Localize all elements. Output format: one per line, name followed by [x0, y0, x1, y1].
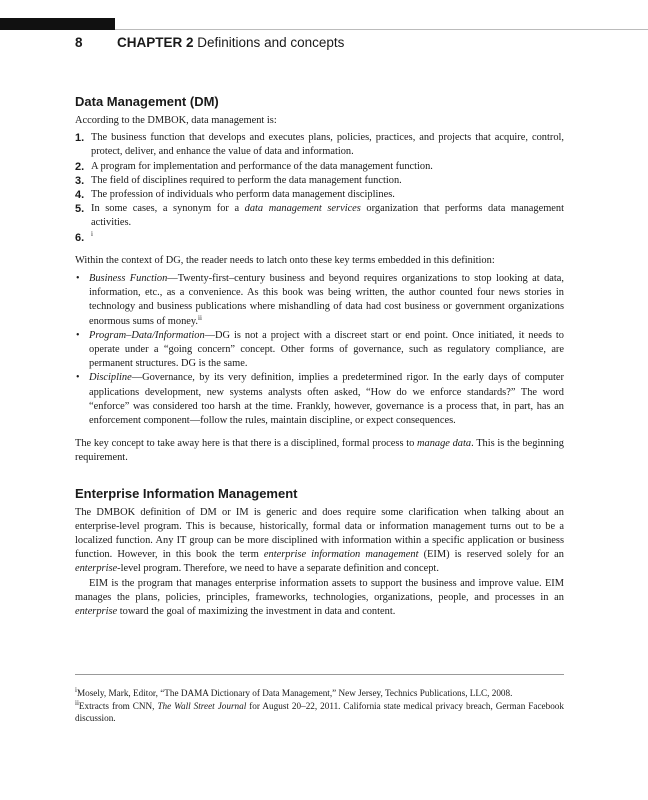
- text-run: The DMBOK definition of DM or IM is generic and does require some clarification when talking about an enterprise-level program. This is because, historically, formal data or information management turns out to be a localized function. Any IT group can be more disciplined with information within a specific application or business function. However, in this book the term: [75, 506, 564, 561]
- section-title-data-management: Data Management (DM): [75, 94, 219, 109]
- footnote-ref: i: [91, 229, 93, 238]
- chapter-title: Definitions and concepts: [197, 35, 345, 50]
- list-text: The business function that develops and executes plans, policies, practices, and projects that acquire, control, protect, deliver, and enhance the value of data and information.: [91, 132, 564, 158]
- dm-intro: According to the DMBOK, data management is:: [75, 115, 277, 126]
- page-body: [75, 94, 564, 619]
- footnote-text: for August 20–22, 2011. California state medical privacy breach, German Facebook discussion.: [75, 700, 564, 723]
- list-text-emphasis: data management services: [244, 203, 361, 215]
- footnote-emphasis: The Wall Street Journal: [157, 700, 247, 711]
- running-header: [75, 35, 344, 50]
- text-run: EIM is the program that manages enterprise information assets to support the business and improve value. EIM manages the plans, policies, principles, frameworks, technologies, organizations, people, and processes in an: [75, 577, 564, 603]
- page-number: 8: [75, 35, 83, 50]
- list-item: [75, 202, 564, 230]
- term-text: —DG is not a project with a discreet start or end point. Once initiated, it needs to operate under a “going concern” concept. Other forms of governance, such as regulatory compliance, are permanent structures. DG is the same.: [89, 329, 564, 370]
- list-item: [75, 174, 564, 188]
- list-item: [75, 231, 564, 245]
- footnote: [75, 700, 564, 725]
- footnote-text: Mosely, Mark, Editor, “The DAMA Dictionary of Data Management,” New Jersey, Technics Publications, LLC, 2008.: [76, 688, 513, 698]
- list-item: [75, 131, 564, 159]
- definition-list: [75, 131, 564, 245]
- text-emphasis: enterprise: [75, 606, 118, 618]
- text-run: (EIM) is reserved solely for an: [418, 549, 564, 561]
- term: Program–Data/Information: [89, 329, 205, 341]
- text-emphasis: enterprise information management: [263, 549, 419, 561]
- list-text: The profession of individuals who perform data management disciplines.: [91, 189, 395, 201]
- context-intro: Within the context of DG, the reader needs to latch onto these key terms embedded in this definition:: [75, 254, 495, 266]
- list-text: In some cases, a synonym for a: [91, 203, 245, 215]
- bullet-icon: •: [76, 273, 80, 285]
- closing-paragraph: [75, 437, 564, 465]
- footnote-rule: [75, 674, 564, 675]
- bullet-icon: •: [76, 372, 80, 384]
- term-text: —Twenty-first–century business and beyond requires organizations to stop looking at data, information, etc., as a convenience. As this book was being written, the author counted four news stories in technology and business publications where mishandling of data had cost business or government organizations enormous sums of money.: [89, 273, 564, 327]
- footnote-text: Extracts from CNN,: [78, 700, 158, 711]
- footnotes: [75, 687, 564, 725]
- list-number: 6.: [75, 231, 85, 244]
- term: Discipline: [89, 372, 132, 384]
- list-item: [75, 272, 564, 329]
- term-text: —Governance, by its very definition, implies a predetermined rigor. In the early days of computer applications development, new systems analysts often asked, “How do we enforce standards?” The word “enforce” was considered too harsh at the time. Frankly, however, governance is a process that, in part, has an enforcement component—follow the rules, maintain discipline, or expect consequences.: [89, 372, 564, 427]
- text-run: . This is the beginning requirement.: [75, 438, 565, 464]
- list-text: A program for implementation and performance of the data management function.: [91, 160, 433, 172]
- text-emphasis: manage data: [417, 438, 472, 450]
- list-text: The field of disciplines required to perform the data management function.: [91, 174, 402, 186]
- list-number: 5.: [75, 203, 85, 216]
- list-number: 4.: [75, 189, 85, 202]
- key-terms-list: [75, 272, 564, 428]
- text-run: toward the goal of maximizing the investment in data and content.: [117, 606, 396, 618]
- list-text: organization that performs data management activities.: [91, 203, 564, 229]
- list-number: 1.: [75, 132, 85, 145]
- list-item: [75, 160, 564, 174]
- term: Business Function: [89, 273, 168, 285]
- header-black-bar: [0, 18, 115, 30]
- chapter-label: CHAPTER 2: [117, 35, 194, 50]
- list-number: 3.: [75, 174, 85, 187]
- bullet-icon: •: [76, 329, 80, 341]
- footnote: [75, 687, 564, 700]
- text-run: The key concept to take away here is that there is a disciplined, formal process to: [75, 438, 417, 450]
- section-title-eim: Enterprise Information Management: [75, 485, 298, 501]
- footnote-mark: ii: [75, 698, 79, 707]
- footnote-mark: i: [75, 686, 77, 694]
- text-emphasis: enterprise: [75, 563, 118, 575]
- header-rule: [115, 29, 648, 30]
- eim-paragraph-2: [75, 577, 564, 620]
- list-item: [75, 329, 564, 372]
- list-item: [75, 371, 564, 428]
- list-number: 2.: [75, 160, 85, 173]
- footnote-ref: ii: [198, 313, 202, 322]
- text-run: -level program. Therefore, we need to have a separate definition and concept.: [117, 563, 439, 575]
- list-item: [75, 188, 564, 202]
- eim-paragraph-1: [75, 506, 564, 577]
